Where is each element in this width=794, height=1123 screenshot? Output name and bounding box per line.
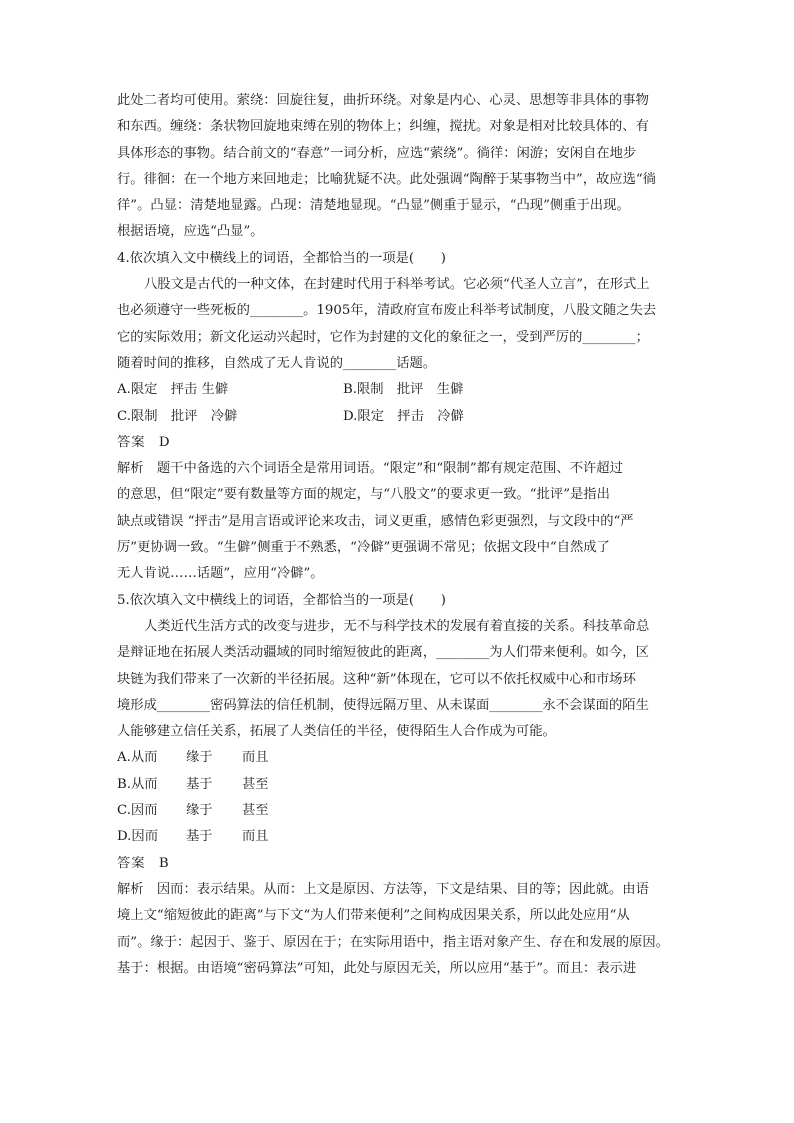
text-line: 人能够建立信任关系，拓展了人类信任的半径，使得陌生人合作成为可能。 — [117, 724, 556, 740]
analysis — [117, 877, 679, 982]
option-b: B.从而 基于 甚至 — [117, 776, 269, 792]
option-d: D.限定 抨击 冷僻 — [343, 408, 464, 424]
text-line: 基于：根据。由语境“密码算法”可知，此处与原因无关，所以应用“基于”。而且：表示进 — [117, 960, 637, 976]
text-line: 厉”更协调一致。“生僻”侧重于不熟悉，“冷僻”更强调不常见；依据文段中“自然成了 — [117, 540, 610, 556]
answer-label: 答案 — [117, 855, 146, 871]
text-line: 人类近代生活方式的改变与进步，无不与科学技术的发展有着直接的关系。科技革命总 — [144, 618, 650, 634]
option-row — [117, 377, 679, 403]
option-c: C.因而 缘于 甚至 — [117, 803, 269, 819]
text-line: 缺点或错误 “抨击”是用言语或评论来攻击，词义更重，感情色彩更强烈，与文段中的“严 — [117, 513, 634, 529]
text-line: 解析 因而：表示结果。从而：上文是原因、方法等，下文是结果、目的等；因此就。由语 — [117, 881, 649, 897]
text-line: 境上文“缩短彼此的距离”与下文“为人们带来便利”之间构成因果关系，所以此处应用“从 — [117, 908, 630, 924]
text-line: 此处二者均可使用。萦绕：回旋往复，曲折环绕。对象是内心、心灵、思想等非具体的事物 — [117, 93, 649, 108]
text-line: 行。徘徊：在一个地方来回地走；比喻犹疑不决。此处强调“陶醉于某事物当中”，故应选“徜 — [117, 171, 656, 187]
option-d: D.因而 基于 而且 — [117, 829, 269, 845]
page-content — [117, 88, 679, 982]
question-passage — [117, 614, 679, 745]
text-line: 块链为我们带来了一次新的半径拓展。这种“新”体现在，它可以不依托权威中心和市场环 — [117, 671, 636, 687]
option-a: A.从而 缘于 而且 — [117, 750, 269, 766]
intro-paragraph — [117, 88, 679, 246]
answer-label: 答案 — [117, 434, 146, 450]
question-title: 4.依次填入文中横线上的词语，全都恰当的一项是( ) — [117, 250, 446, 266]
answer-line — [117, 430, 679, 456]
option-a: A.限定 抨击 生僻 — [117, 382, 229, 398]
question-5 — [117, 588, 679, 982]
text-line: 是辩证地在拓展人类活动疆域的同时缩短彼此的距离，________为人们带来便利。如今，区 — [117, 645, 649, 661]
text-line: 它的实际效用；新文化运动兴起时，它作为封建的文化的象征之一，受到严厉的________； — [117, 329, 649, 345]
option-row — [117, 404, 679, 430]
answer-value: D — [158, 434, 170, 450]
answer-value: B — [158, 855, 169, 871]
text-line: 徉”。凸显：清楚地显露。凸现：清楚地显现。“凸显”侧重于显示，“凸现”侧重于出现。 — [117, 198, 630, 214]
text-line: 的意思，但“限定”要有数量等方面的规定，与“八股文”的要求更一致。“批评”是指出 — [117, 487, 610, 503]
text-line: 而”。缘于：起因于、鉴于、原因在于；在实际用语中，指主语对象产生、存在和发展的原因。 — [117, 934, 669, 950]
question-title: 5.依次填入文中横线上的词语，全都恰当的一项是( ) — [117, 592, 446, 608]
text-line: 境形成________密码算法的信任机制，使得远隔万里、从未谋面________永不会谋面的陌生 — [117, 697, 649, 713]
text-line: 解析 题干中备选的六个词语全是常用词语。“限定”和“限制”都有规定范围、不许超过 — [117, 461, 623, 477]
text-line: 也必须遵守一些死板的________。1905年，清政府宣布废止科举考试制度，八股文随之失去 — [117, 303, 657, 319]
text-line: 无人肯说……话题”，应用“冷僻”。 — [117, 566, 324, 582]
text-line: 随着时间的推移，自然成了无人肯说的________话题。 — [117, 355, 437, 371]
question-passage — [117, 272, 679, 377]
analysis — [117, 456, 679, 587]
text-line: 和东西。缠绕：条状物回旋地束缚在别的物体上；纠缠，搅扰。对象是相对比较具体的、有 — [117, 119, 649, 135]
option-b: B.限制 批评 生僻 — [343, 382, 464, 398]
text-line: 具体形态的事物。结合前文的“春意”一词分析，应选“萦绕”。徜徉：闲游；安闲自在地步 — [117, 145, 637, 161]
question-4 — [117, 246, 679, 588]
text-line: 八股文是古代的一种文体，在封建时代用于科举考试。它必须“代圣人立言”，在形式上 — [144, 277, 650, 293]
answer-line — [117, 851, 679, 877]
option-c: C.限制 批评 冷僻 — [117, 408, 238, 424]
text-line: 根据语境，应选“凸显”。 — [117, 224, 264, 240]
